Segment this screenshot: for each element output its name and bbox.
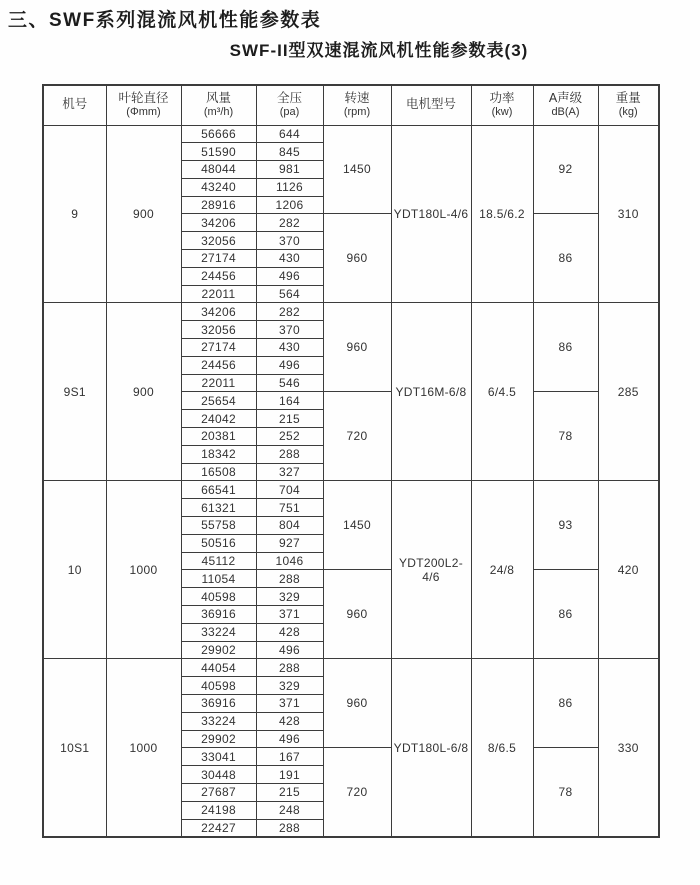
airflow-cell: 32056 xyxy=(181,321,256,339)
page-title: 三、SWF系列混流风机性能参数表 xyxy=(8,10,322,31)
pressure-cell: 215 xyxy=(256,783,323,801)
airflow-cell: 29902 xyxy=(181,641,256,659)
pressure-cell: 496 xyxy=(256,641,323,659)
airflow-cell: 66541 xyxy=(181,481,256,499)
pressure-cell: 927 xyxy=(256,534,323,552)
airflow-cell: 24198 xyxy=(181,801,256,819)
table-row xyxy=(43,125,659,143)
pressure-cell: 1046 xyxy=(256,552,323,570)
airflow-cell: 18342 xyxy=(181,445,256,463)
noise-cell: 92 xyxy=(533,125,598,214)
pressure-cell: 167 xyxy=(256,748,323,766)
motor-cell: YDT180L-4/6 xyxy=(391,125,471,303)
noise-cell: 78 xyxy=(533,392,598,481)
airflow-cell: 24456 xyxy=(181,356,256,374)
speed-cell: 1450 xyxy=(323,125,391,214)
speed-cell: 720 xyxy=(323,748,391,837)
pressure-cell: 288 xyxy=(256,445,323,463)
pressure-cell: 252 xyxy=(256,428,323,446)
col-header-motor: 电机型号 xyxy=(391,85,471,125)
airflow-cell: 16508 xyxy=(181,463,256,481)
model-cell: 9S1 xyxy=(43,303,106,481)
table-row xyxy=(43,659,659,677)
airflow-cell: 29902 xyxy=(181,730,256,748)
airflow-cell: 30448 xyxy=(181,766,256,784)
airflow-cell: 27174 xyxy=(181,339,256,357)
fan-performance-table xyxy=(42,84,660,838)
speed-cell: 960 xyxy=(323,570,391,659)
airflow-cell: 45112 xyxy=(181,552,256,570)
table-body xyxy=(43,125,659,837)
pressure-cell: 370 xyxy=(256,232,323,250)
power-cell: 18.5/6.2 xyxy=(471,125,533,303)
pressure-cell: 430 xyxy=(256,339,323,357)
power-cell: 24/8 xyxy=(471,481,533,659)
pressure-cell: 288 xyxy=(256,570,323,588)
model-cell: 9 xyxy=(43,125,106,303)
airflow-cell: 27687 xyxy=(181,783,256,801)
airflow-cell: 25654 xyxy=(181,392,256,410)
airflow-cell: 50516 xyxy=(181,534,256,552)
weight-cell: 420 xyxy=(598,481,659,659)
pressure-cell: 428 xyxy=(256,712,323,730)
speed-cell: 960 xyxy=(323,214,391,303)
pressure-cell: 430 xyxy=(256,250,323,268)
pressure-cell: 329 xyxy=(256,588,323,606)
col-header-diameter: 叶轮直径 (Φmm) xyxy=(106,85,181,125)
airflow-cell: 36916 xyxy=(181,606,256,624)
pressure-cell: 546 xyxy=(256,374,323,392)
weight-cell: 330 xyxy=(598,659,659,837)
col-header-noise: A声级 dB(A) xyxy=(533,85,598,125)
airflow-cell: 33224 xyxy=(181,623,256,641)
pressure-cell: 496 xyxy=(256,730,323,748)
weight-cell: 310 xyxy=(598,125,659,303)
col-header-weight: 重量 (kg) xyxy=(598,85,659,125)
pressure-cell: 981 xyxy=(256,161,323,179)
airflow-cell: 43240 xyxy=(181,178,256,196)
airflow-cell: 24042 xyxy=(181,410,256,428)
power-cell: 6/4.5 xyxy=(471,303,533,481)
airflow-cell: 33224 xyxy=(181,712,256,730)
airflow-cell: 55758 xyxy=(181,517,256,535)
motor-cell: YDT16M-6/8 xyxy=(391,303,471,481)
diameter-cell: 1000 xyxy=(106,481,181,659)
power-cell: 8/6.5 xyxy=(471,659,533,837)
airflow-cell: 33041 xyxy=(181,748,256,766)
pressure-cell: 371 xyxy=(256,695,323,713)
pressure-cell: 644 xyxy=(256,125,323,143)
pressure-cell: 804 xyxy=(256,517,323,535)
page-subtitle: SWF-II型双速混流风机性能参数表(3) xyxy=(229,41,529,60)
table-header-row xyxy=(43,85,659,125)
table-row xyxy=(43,303,659,321)
airflow-cell: 27174 xyxy=(181,250,256,268)
speed-cell: 1450 xyxy=(323,481,391,570)
airflow-cell: 48044 xyxy=(181,161,256,179)
pressure-cell: 327 xyxy=(256,463,323,481)
pressure-cell: 564 xyxy=(256,285,323,303)
airflow-cell: 24456 xyxy=(181,267,256,285)
airflow-cell: 22427 xyxy=(181,819,256,837)
noise-cell: 86 xyxy=(533,303,598,392)
noise-cell: 93 xyxy=(533,481,598,570)
airflow-cell: 61321 xyxy=(181,499,256,517)
airflow-cell: 22011 xyxy=(181,374,256,392)
pressure-cell: 370 xyxy=(256,321,323,339)
pressure-cell: 496 xyxy=(256,356,323,374)
pressure-cell: 215 xyxy=(256,410,323,428)
airflow-cell: 40598 xyxy=(181,588,256,606)
pressure-cell: 704 xyxy=(256,481,323,499)
pressure-cell: 164 xyxy=(256,392,323,410)
noise-cell: 86 xyxy=(533,570,598,659)
speed-cell: 720 xyxy=(323,392,391,481)
pressure-cell: 751 xyxy=(256,499,323,517)
pressure-cell: 288 xyxy=(256,819,323,837)
airflow-cell: 36916 xyxy=(181,695,256,713)
pressure-cell: 845 xyxy=(256,143,323,161)
model-cell: 10 xyxy=(43,481,106,659)
col-header-pressure: 全压 (pa) xyxy=(256,85,323,125)
motor-cell: YDT200L2-4/6 xyxy=(391,481,471,659)
pressure-cell: 329 xyxy=(256,677,323,695)
speed-cell: 960 xyxy=(323,659,391,748)
pressure-cell: 428 xyxy=(256,623,323,641)
model-cell: 10S1 xyxy=(43,659,106,837)
col-header-power: 功率 (kw) xyxy=(471,85,533,125)
col-header-airflow: 风量 (m³/h) xyxy=(181,85,256,125)
table-row xyxy=(43,481,659,499)
noise-cell: 86 xyxy=(533,214,598,303)
noise-cell: 86 xyxy=(533,659,598,748)
airflow-cell: 34206 xyxy=(181,303,256,321)
pressure-cell: 371 xyxy=(256,606,323,624)
pressure-cell: 288 xyxy=(256,659,323,677)
pressure-cell: 282 xyxy=(256,214,323,232)
diameter-cell: 1000 xyxy=(106,659,181,837)
airflow-cell: 34206 xyxy=(181,214,256,232)
motor-cell: YDT180L-6/8 xyxy=(391,659,471,837)
pressure-cell: 248 xyxy=(256,801,323,819)
noise-cell: 78 xyxy=(533,748,598,837)
airflow-cell: 32056 xyxy=(181,232,256,250)
airflow-cell: 22011 xyxy=(181,285,256,303)
diameter-cell: 900 xyxy=(106,125,181,303)
speed-cell: 960 xyxy=(323,303,391,392)
pressure-cell: 1126 xyxy=(256,178,323,196)
airflow-cell: 11054 xyxy=(181,570,256,588)
airflow-cell: 28916 xyxy=(181,196,256,214)
pressure-cell: 191 xyxy=(256,766,323,784)
pressure-cell: 1206 xyxy=(256,196,323,214)
diameter-cell: 900 xyxy=(106,303,181,481)
weight-cell: 285 xyxy=(598,303,659,481)
airflow-cell: 40598 xyxy=(181,677,256,695)
pressure-cell: 496 xyxy=(256,267,323,285)
airflow-cell: 51590 xyxy=(181,143,256,161)
airflow-cell: 44054 xyxy=(181,659,256,677)
col-header-model: 机号 xyxy=(43,85,106,125)
airflow-cell: 56666 xyxy=(181,125,256,143)
pressure-cell: 282 xyxy=(256,303,323,321)
col-header-speed: 转速 (rpm) xyxy=(323,85,391,125)
airflow-cell: 20381 xyxy=(181,428,256,446)
